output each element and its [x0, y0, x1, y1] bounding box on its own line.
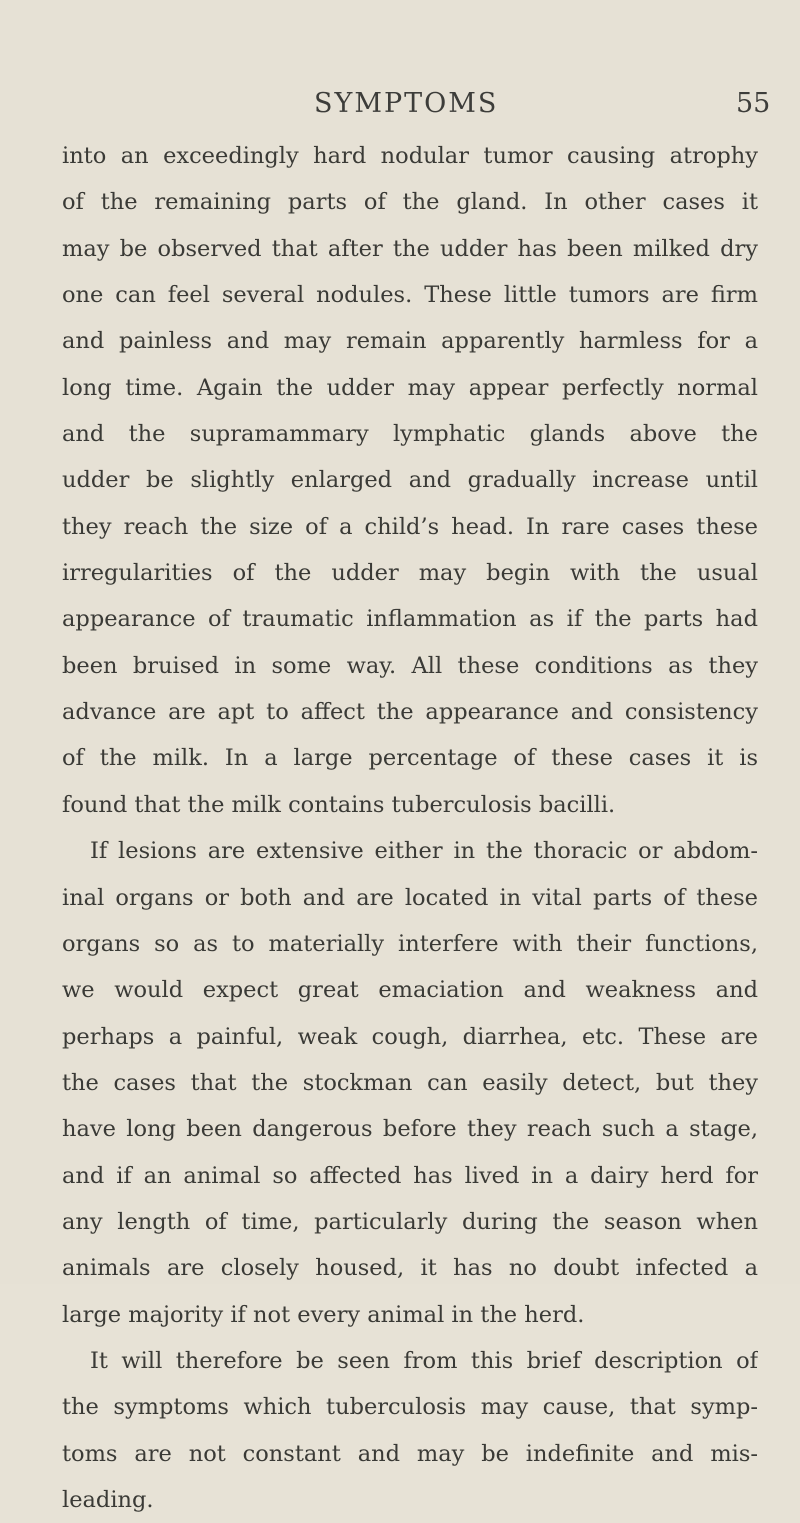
text-line: advance are apt to affect the appearance and consistency — [62, 699, 758, 726]
text-line: of the milk. In a large percentage of these cases it is — [62, 745, 758, 772]
text-line: and if an animal so affected has lived in a dairy herd for — [62, 1162, 758, 1189]
text-line: into an exceedingly hard nodular tumor causing atrophy — [62, 143, 758, 169]
text-line: inal organs or both and are located in vital parts of these — [62, 884, 758, 911]
text-line: toms are not constant and may be indefinite and mis- — [62, 1440, 758, 1467]
text-line: appearance of traumatic inflammation as if the parts had — [62, 606, 758, 633]
text-line: we would expect great emaciation and weakness and — [62, 977, 758, 1004]
text-line: animals are closely housed, it has no doubt infected a — [62, 1255, 758, 1282]
text-line: have long been dangerous before they reach such a stage, — [62, 1116, 758, 1143]
text-line: irregularities of the udder may begin with the usual — [62, 560, 758, 587]
text-line: one can feel several nodules. These little tumors are firm — [62, 282, 758, 309]
running-head — [0, 88, 800, 128]
body-text — [62, 133, 758, 1523]
text-line: any length of time, particularly during the season when — [62, 1208, 758, 1235]
text-line: and the supramammary lymphatic glands above the — [62, 421, 758, 448]
text-line: long time. Again the udder may appear perfectly normal — [62, 374, 758, 401]
paragraph-first-line: It will therefore be seen from this brief description of — [90, 1347, 758, 1374]
text-line: and painless and may remain apparently harmless for a — [62, 328, 758, 355]
paragraph-first-line: If lesions are extensive either in the thoracic or abdom- — [90, 838, 758, 865]
text-line: udder be slightly enlarged and gradually increase until — [62, 467, 758, 494]
text-line: they reach the size of a child’s head. In rare cases these — [62, 513, 758, 540]
text-line: perhaps a painful, weak cough, diarrhea, etc. These are — [62, 1023, 758, 1050]
text-line: been bruised in some way. All these conditions as they — [62, 652, 758, 679]
page-number: 55 — [736, 88, 771, 119]
running-title: SYMPTOMS — [314, 88, 499, 119]
text-line: may be observed that after the udder has been milked dry — [62, 235, 758, 262]
paragraph-last-line: leading. — [62, 1486, 154, 1513]
text-line: of the remaining parts of the gland. In other cases it — [62, 189, 758, 216]
text-line: organs so as to materially interfere with their functions, — [62, 930, 758, 957]
paragraph-last-line: found that the milk contains tuberculosis bacilli. — [62, 791, 616, 818]
text-line: the symptoms which tuberculosis may cause, that symp- — [62, 1394, 758, 1421]
paragraph-last-line: large majority if not every animal in the herd. — [62, 1301, 585, 1328]
text-line: the cases that the stockman can easily detect, but they — [62, 1069, 758, 1096]
